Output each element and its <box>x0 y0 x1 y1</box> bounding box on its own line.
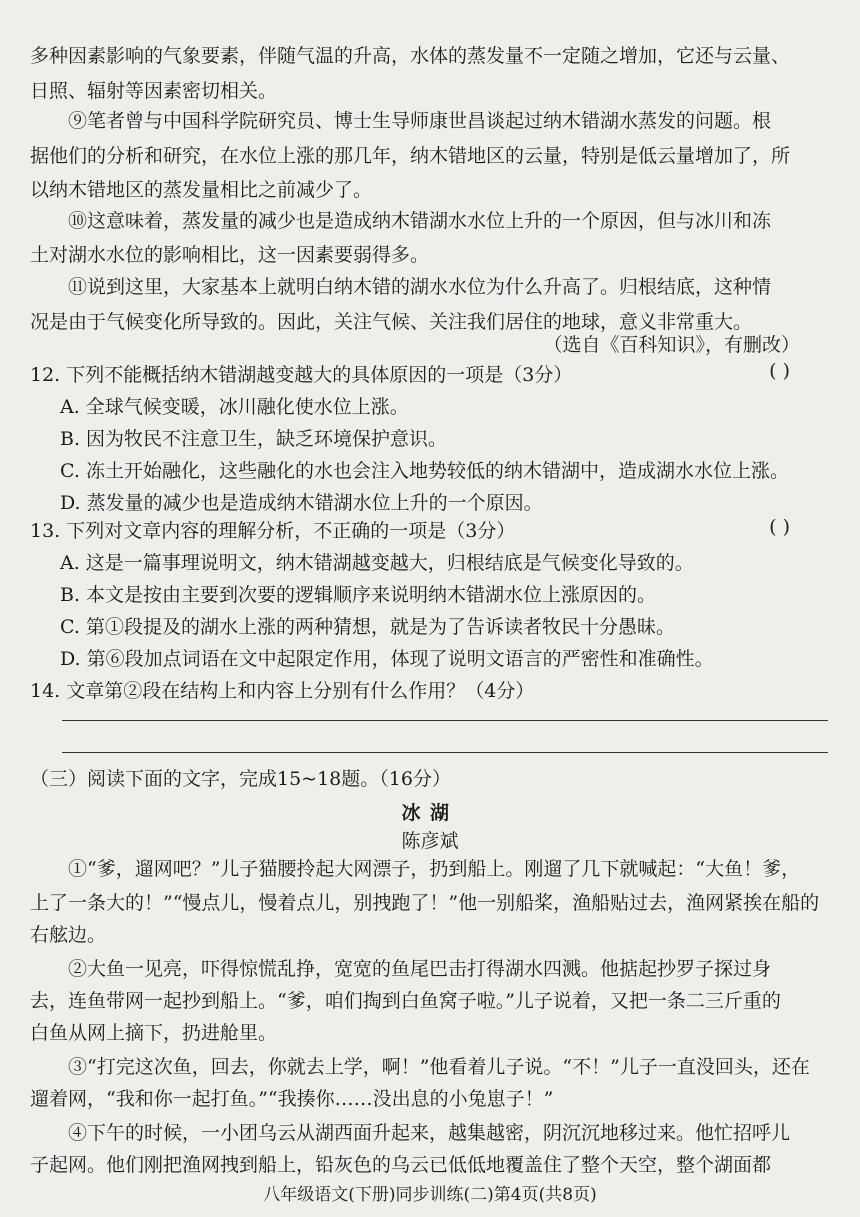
story-line: 遛着网，“我和你一起打鱼。”“我揍你……没出息的小兔崽子！” <box>30 1088 554 1110</box>
option-b: B. 本文是按由主要到次要的逻辑顺序来说明纳木错湖水位上涨原因的。 <box>60 584 657 606</box>
story-line: ②大鱼一见亮，吓得惊慌乱挣，宽宽的鱼尾巴击打得湖水四溅。他掂起抄罗子探过身 <box>68 958 772 980</box>
story-line: ①“爹，遛网吧？”儿子猫腰拎起大网漂子，扔到船上。刚遛了几下就喊起：“大鱼！爹， <box>68 858 801 880</box>
story-line: 白鱼从网上摘下，扔进舱里。 <box>30 1022 278 1044</box>
question-12-stem: 12. 下列不能概括纳木错湖越变越大的具体原因的一项是（3分） <box>30 364 573 386</box>
story-line: 子起网。他们刚把渔网拽到船上，铅灰色的乌云已低低地覆盖住了整个天空，整个湖面都 <box>30 1154 772 1176</box>
story-line: 右舷边。 <box>30 924 107 946</box>
story-line: 上了一条大的！”“慢点儿，慢着点儿，别拽跑了！”他一别船桨，渔船贴过去，渔网紧挨在船的 <box>30 892 820 914</box>
section-3-heading: （三）阅读下面的文字，完成15~18题。（16分） <box>30 768 451 790</box>
page-footer: 八年级语文(下册)同步训练(二)第4页(共8页) <box>263 1185 597 1205</box>
article-line: 况是由于气候变化所导致的。因此，关注气候、关注我们居住的地球，意义非常重大。 <box>30 311 753 333</box>
answer-line[interactable] <box>62 720 828 721</box>
question-13-stem: 13. 下列对文章内容的理解分析，不正确的一项是（3分） <box>30 520 516 542</box>
answer-bracket[interactable]: ( ) <box>769 360 790 382</box>
story-line: 去，连鱼带网一起抄到船上。“爹，咱们掏到白鱼窝子啦。”儿子说着，又把一条二三斤重的 <box>30 990 781 1012</box>
option-c: C. 第①段提及的湖水上涨的两种猜想，就是为了告诉读者牧民十分愚昧。 <box>60 616 675 638</box>
question-14-stem: 14. 文章第②段在结构上和内容上分别有什么作用？（4分） <box>30 680 535 702</box>
option-a: A. 这是一篇事理说明文，纳木错湖越变越大，归根结底是气候变化导致的。 <box>60 552 694 574</box>
story-line: ③“打完这次鱼，回去，你就去上学，啊！”他看着儿子说。“不！”儿子一直没回头，还在 <box>68 1056 810 1078</box>
story-line: ④下午的时候，一小团乌云从湖西面升起来，越集越密，阴沉沉地移过来。他忙招呼儿 <box>68 1122 791 1144</box>
article-line: 多种因素影响的气象要素，伴随气温的升高，水体的蒸发量不一定随之增加，它还与云量、 <box>30 45 791 67</box>
option-b: B. 因为牧民不注意卫生，缺乏环境保护意识。 <box>60 428 448 450</box>
answer-line[interactable] <box>62 752 828 753</box>
option-d: D. 蒸发量的减少也是造成纳木错湖水位上升的一个原因。 <box>60 492 543 514</box>
story-author: 陈彦斌 <box>401 830 459 852</box>
article-line: 据他们的分析和研究，在水位上涨的那几年，纳木错地区的云量，特别是低云量增加了，所 <box>30 145 791 167</box>
option-c: C. 冻土开始融化，这些融化的水也会注入地势较低的纳木错湖中，造成湖水水位上涨。 <box>60 460 789 482</box>
article-line: 土对湖水水位的影响相比，这一因素要弱得多。 <box>30 244 430 266</box>
paragraph-11-line: ⑪说到这里，大家基本上就明白纳木错的湖水水位为什么升高了。归根结底，这种情 <box>68 276 772 298</box>
article-line: 日照、辐射等因素密切相关。 <box>30 80 278 102</box>
paragraph-10-line: ⑩这意味着，蒸发量的减少也是造成纳木错湖水水位上升的一个原因，但与冰川和冻 <box>68 210 772 232</box>
article-line: 以纳木错地区的蒸发量相比之前减少了。 <box>30 179 373 201</box>
option-d: D. 第⑥段加点词语在文中起限定作用，体现了说明文语言的严密性和准确性。 <box>60 648 714 670</box>
source-citation: （选自《百科知识》，有删改） <box>543 334 800 356</box>
story-title: 冰湖 <box>401 802 459 824</box>
paragraph-9-line: ⑨笔者曾与中国科学院研究员、博士生导师康世昌谈起过纳木错湖水蒸发的问题。根 <box>68 110 772 132</box>
option-a: A. 全球气候变暖，冰川融化使水位上涨。 <box>60 396 409 418</box>
answer-bracket[interactable]: ( ) <box>769 516 790 538</box>
